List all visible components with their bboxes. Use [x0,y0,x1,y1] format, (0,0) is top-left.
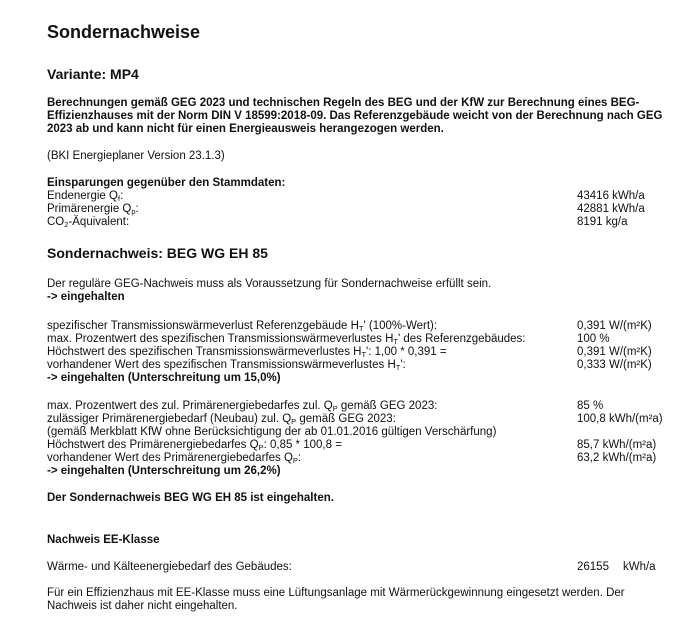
savings-row-primary-energy-value: 42881 kWh/a [577,203,645,215]
qp-row-label: zulässiger Primärenergiebedarf (Neubau) zul. $Q_P$ gemäß GEG 2023: [47,413,396,426]
qp-note: (gemäß Merkblatt KfW ohne Berücksichtigung der ab 01.01.2016 gültigen Verschärfung) [47,426,497,438]
savings-row-final-energy-label: Endenergie $Q_f$: [47,190,124,203]
software-version: (BKI Energieplaner Version 23.1.3) [47,150,225,162]
ht-row-value: 0,391 W/(m²K) [577,320,652,332]
beg-prerequisite: Der reguläre GEG-Nachweis muss als Voraussetzung für Sondernachweise erfüllt sein. [47,278,492,290]
savings-heading: Einsparungen gegenüber den Stammdaten: [47,177,286,189]
ht-result: -> eingehalten (Unterschreitung um 15,0%) [47,372,281,384]
qp-row-label: vorhandener Wert des Primärenergiebedarfes $Q_P$: [47,452,302,465]
savings-row-co2-value: 8191 kg/a [577,216,628,228]
ee-heading: Nachweis EE-Klasse [47,534,160,546]
intro-paragraph: Berechnungen gemäß GEG 2023 und technischen Regeln des BEG und der KfW zur Berechnung eines BEG-Effizienzhauses mit der Norm DIN V 18599:2018-09. Das Referenzgebäude weicht von der Berechnung nach GEG 2023 ab und kann nicht für einen Energieausweis herangezogen werden. [47,97,663,135]
qp-row-value: 85,7 kWh/(m²a) [577,439,657,451]
qp-result: -> eingehalten (Unterschreitung um 26,2%) [47,465,281,477]
beg-conclusion: Der Sondernachweis BEG WG EH 85 ist eingehalten. [47,492,334,504]
qp-row-value: 100,8 kWh/(m²a) [577,413,663,425]
ht-row-label: vorhandener Wert des spezifischen Transmissionswärmeverlustes $H_T'$: [47,359,406,372]
ee-note: Für ein Effizienzhaus mit EE-Klasse muss eine Lüftungsanlage mit Wärmerückgewinnung eingesetzt werden. Der Nachweis ist daher nicht eingehalten. [47,587,625,612]
qp-row-value: 85 % [577,400,604,412]
page-title: Sondernachweise [47,22,201,42]
savings-row-primary-energy-label: Primärenergie $Q_p$: [47,203,139,216]
ht-row-label: max. Prozentwert des spezifischen Transmissionswärmeverlustes $H_T'$ des Referenzgebäudes: [47,333,526,346]
ht-row-value: 0,391 W/(m²K) [577,346,652,358]
beg-prerequisite-result: -> eingehalten [47,291,125,303]
beg-heading: Sondernachweis: BEG WG EH 85 [47,245,268,261]
ht-row-label: spezifischer Transmissionswärmeverlust Referenzgebäude $H_T'$ (100%-Wert): [47,320,438,333]
variant-heading: Variante: MP4 [47,66,139,82]
ee-demand-value: 26155 kWh/a [577,561,656,573]
qp-row-value: 63,2 kWh/(m²a) [577,452,657,464]
savings-row-co2-label: $CO_2$-Äquivalent: [47,216,130,229]
ee-demand-label: Wärme- und Kälteenergiebedarf des Gebäudes: [47,561,292,573]
ht-row-value: 0,333 W/(m²K) [577,359,652,371]
qp-row-label: max. Prozentwert des zul. Primärenergiebedarfes zul. $Q_P$ gemäß GEG 2023: [47,400,438,413]
savings-row-final-energy-value: 43416 kWh/a [577,190,645,202]
ht-row-value: 100 % [577,333,610,345]
ht-row-label: Höchstwert des spezifischen Transmissionswärmeverlustes $H_T'$: 1,00 * 0,391 = [47,346,447,359]
qp-row-label: Höchstwert des Primärenergiebedarfes $Q_P$: 0,85 * 100,8 = [47,439,342,452]
